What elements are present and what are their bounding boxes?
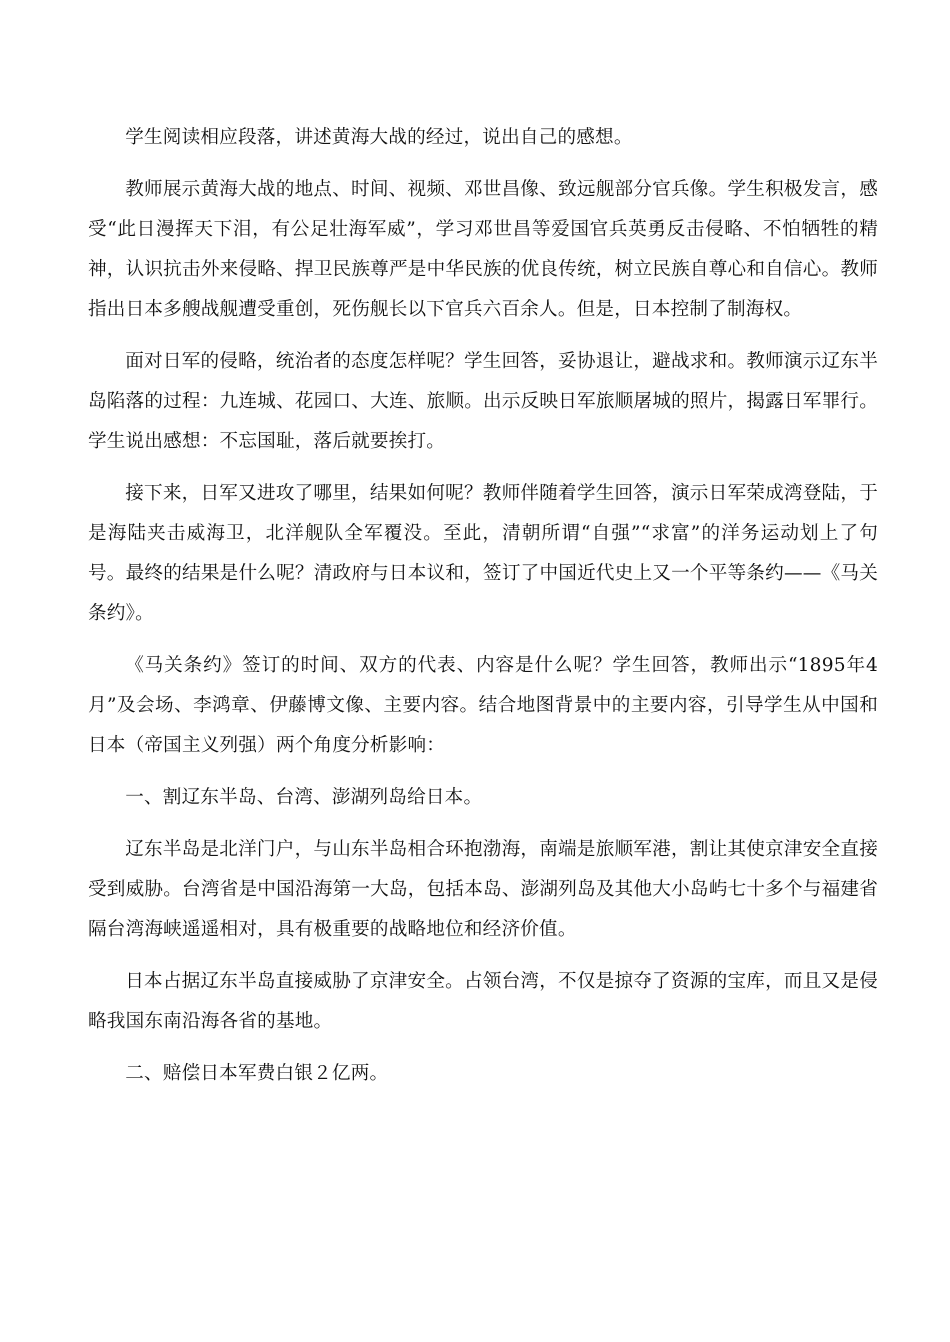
paragraph-point-two: 二、赔偿日本军费白银２亿两。 bbox=[125, 1063, 389, 1084]
paragraph-treaty-contents: 《马关条约》签订的时间、双方的代表、内容是什么呢？学生回答，教师出示“1895年4月”及会场、李鸿章、伊藤博文像、主要内容。结合地图背景中的主要内容，引导学生从中国和日本（帝国主义列强）两个角度分析影响： bbox=[88, 655, 878, 756]
paragraph-battle-reading: 学生阅读相应段落，讲述黄海大战的经过，说出自己的感想。 bbox=[125, 127, 633, 148]
paragraph-teacher-display: 教师展示黄海大战的地点、时间、视频、邓世昌像、致远舰部分官兵像。学生积极发言，感受“此日漫挥天下泪，有公足壮海军威”，学习邓世昌等爱国官兵英勇反击侵略、不怕牺牲的精神，认识抗击外来侵略、捍卫民族尊严是中华民族的优良传统，树立民族自尊心和自信心。教师指出日本多艘战舰遭受重创，死伤舰长以下官兵六百余人。但是，日本控制了制海权。 bbox=[88, 179, 878, 320]
paragraph-liaodong-taiwan: 辽东半岛是北洋门户，与山东半岛相合环抱渤海，南端是旅顺军港，割让其使京津安全直接受到威胁。台湾省是中国沿海第一大岛，包括本岛、澎湖列岛及其他大小岛屿七十多个与福建省隔台湾海峡遥遥相对，具有极重要的战略地位和经济价值。 bbox=[88, 839, 878, 940]
paragraph-weihaiwei: 接下来，日军又进攻了哪里，结果如何呢？教师伴随着学生回答，演示日军荣成湾登陆，于是海陆夹击威海卫，北洋舰队全军覆没。至此，清朝所谓“自强”“求富”的洋务运动划上了句号。最终的结果是什么呢？清政府与日本议和，签订了中国近代史上又一个平等条约——《马关条约》。 bbox=[88, 483, 878, 624]
paragraph-japan-occupation: 日本占据辽东半岛直接威胁了京津安全。占领台湾，不仅是掠夺了资源的宝库，而且又是侵略我国东南沿海各省的基地。 bbox=[88, 971, 878, 1032]
document-body bbox=[88, 118, 878, 1106]
paragraph-rulers-attitude: 面对日军的侵略，统治者的态度怎样呢？学生回答，妥协退让，避战求和。教师演示辽东半岛陷落的过程：九连城、花园口、大连、旅顺。出示反映日军旅顺屠城的照片，揭露日军罪行。学生说出感想：不忘国耻，落后就要挨打。 bbox=[88, 351, 878, 452]
paragraph-point-one: 一、割辽东半岛、台湾、澎湖列岛给日本。 bbox=[125, 787, 483, 808]
